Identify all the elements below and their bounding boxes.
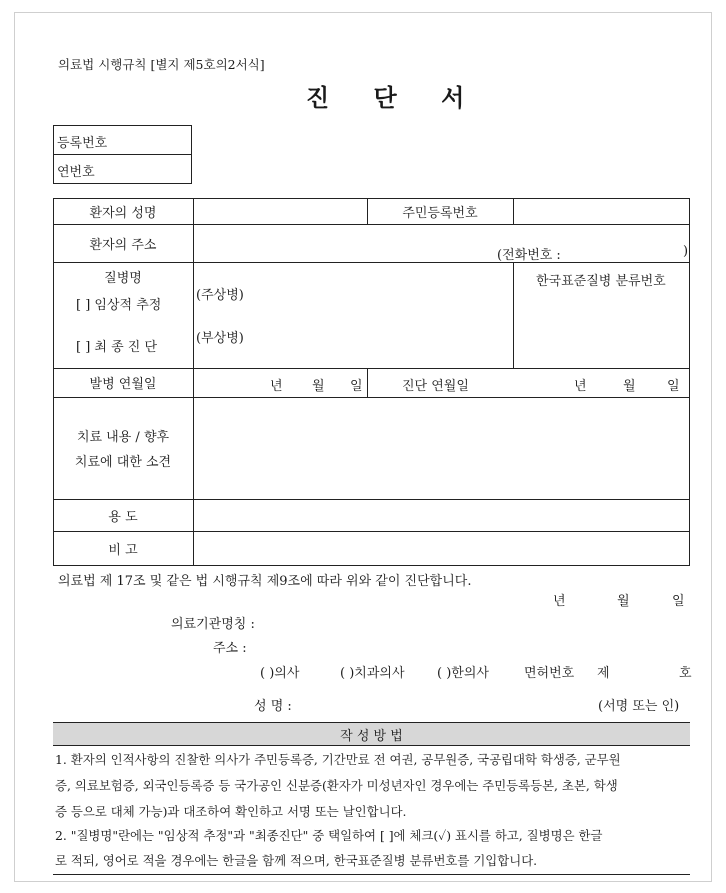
instruction-2-line1: 2. "질병명"란에는 "임상적 추정"과 "최종진단" 중 택일하여 [ ]에 체크(✓) 표시를 하고, 질병명은 한글 xyxy=(55,828,603,843)
instruction-1-line1: 1. 환자의 인적사항의 진찰한 의사가 주민등록증, 기간만료 전 여권, 공무원증, 국공립대학 학생증, 군무원 xyxy=(55,752,621,767)
main-disease-label: (주상병) xyxy=(196,288,244,303)
registration-number-label: 등록번호 xyxy=(57,136,108,151)
license-number-label: 면허번호 xyxy=(524,666,575,681)
clinical-estimate-option[interactable]: [ ] 임상적 추정 xyxy=(76,298,162,313)
phone-label: (전화번호 : xyxy=(497,248,561,263)
disease-label: 질병명 xyxy=(104,270,142,286)
signature-label: (서명 또는 인) xyxy=(598,699,680,714)
cert-month: 월 xyxy=(617,594,630,609)
rrn-label: 주민등록번호 xyxy=(402,205,478,221)
onset-day: 일 xyxy=(350,379,363,394)
serial-number-label: 연번호 xyxy=(57,165,95,180)
patient-address-label: 환자의 주소 xyxy=(89,237,157,253)
instruction-1-line2: 증, 의료보험증, 외국인등록증 등 국가공인 신분증(환자가 미성년자인 경우에는 주민등록등본, 초본, 학생 xyxy=(55,778,618,793)
instruction-1-line3: 증 등으로 대체 가능)과 대조하여 확인하고 서명 또는 날인합니다. xyxy=(55,804,407,819)
final-diagnosis-option[interactable]: [ ] 최 종 진 단 xyxy=(76,340,158,355)
cert-year: 년 xyxy=(553,594,566,609)
instructions-title: 작 성 방 법 xyxy=(340,728,403,744)
doctor-option[interactable]: ( )의사 xyxy=(260,666,300,681)
instructions-header xyxy=(53,722,690,746)
certification-statement: 의료법 제 17조 및 같은 법 시행규칙 제9조에 따라 위와 같이 진단합니다. xyxy=(58,574,472,589)
usage-label: 용 도 xyxy=(108,509,138,525)
license-suffix: 호 xyxy=(679,666,692,681)
cert-day: 일 xyxy=(672,594,685,609)
divider xyxy=(53,154,192,155)
kcd-code-label: 한국표준질병 분류번호 xyxy=(536,274,666,289)
onset-date-label: 발병 연월일 xyxy=(89,377,157,392)
diagnosis-year: 년 xyxy=(574,379,587,394)
remarks-label: 비 고 xyxy=(108,543,138,558)
institution-name-label: 의료기관명칭 : xyxy=(171,617,255,632)
institution-address-label: 주소 : xyxy=(213,641,247,656)
oriental-doctor-option[interactable]: ( )한의사 xyxy=(437,666,489,681)
document-title: 진 단 서 xyxy=(306,83,483,112)
onset-month: 월 xyxy=(312,379,325,394)
treatment-label-line2: 치료에 대한 소견 xyxy=(74,454,172,470)
instruction-2-line2: 로 적되, 영어로 적을 경우에는 한글을 함께 적으며, 한국표준질병 분류번호를 기입합니다. xyxy=(55,853,538,868)
doctor-name-label: 성 명 : xyxy=(254,699,292,714)
law-reference: 의료법 시행규칙 [별지 제5호의2서식] xyxy=(58,57,265,72)
diagnosis-date-label: 진단 연월일 xyxy=(402,379,469,394)
patient-name-label: 환자의 성명 xyxy=(89,205,157,221)
license-prefix: 제 xyxy=(597,666,610,681)
dentist-option[interactable]: ( )치과의사 xyxy=(340,666,405,681)
diagnosis-month: 월 xyxy=(623,379,636,394)
sub-disease-label: (부상병) xyxy=(196,331,244,346)
onset-year: 년 xyxy=(270,379,283,394)
phone-close: ) xyxy=(683,244,689,259)
treatment-label-line1: 치료 내용 / 향후 xyxy=(76,429,170,445)
diagnosis-day: 일 xyxy=(667,379,680,394)
instructions-bottom-rule xyxy=(53,874,690,875)
